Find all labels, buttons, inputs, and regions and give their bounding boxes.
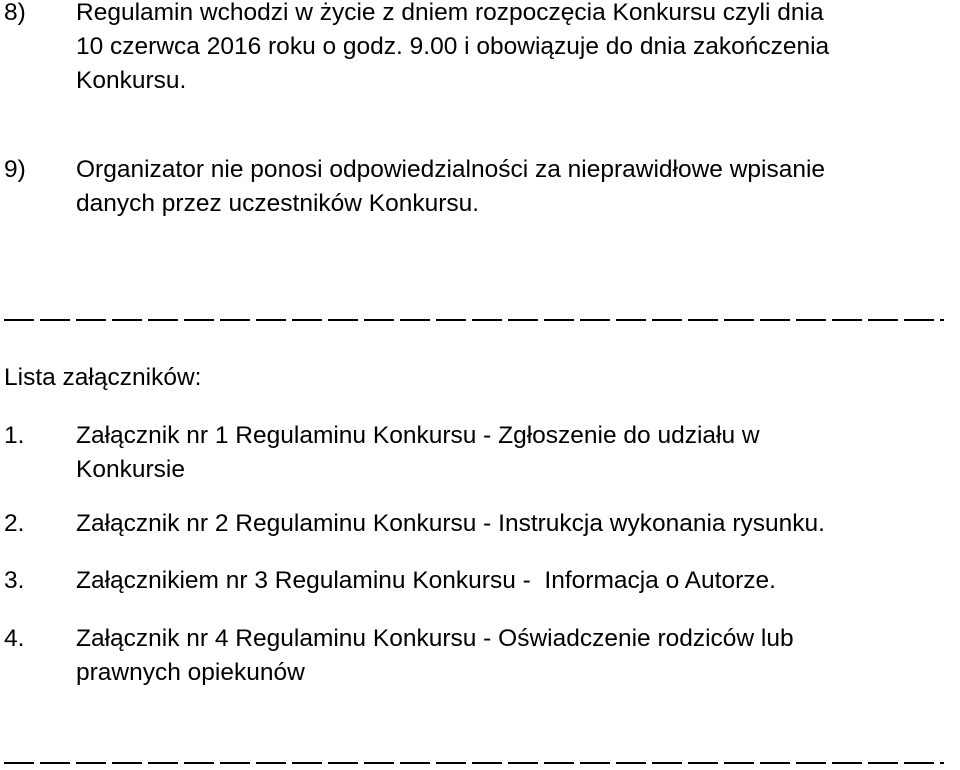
regulation-item-9 bbox=[4, 153, 954, 221]
item-number: 4. bbox=[4, 625, 25, 652]
text-line: Regulamin wchodzi w życie z dniem rozpoczęcia Konkursu czyli dnia bbox=[76, 0, 824, 26]
text-line: Konkursie bbox=[76, 456, 185, 483]
attachment-item-4 bbox=[4, 622, 954, 690]
item-text bbox=[76, 507, 954, 541]
item-text bbox=[76, 564, 954, 598]
item-text bbox=[76, 153, 954, 221]
attachments-heading: Lista załączników: bbox=[4, 364, 202, 391]
text-line: Konkursu. bbox=[76, 67, 187, 94]
item-number: 2. bbox=[4, 510, 25, 537]
regulation-item-8 bbox=[4, 0, 954, 98]
text-line: Załącznik nr 2 Regulaminu Konkursu - Instrukcja wykonania rysunku. bbox=[76, 510, 825, 537]
item-text bbox=[76, 419, 954, 487]
dashed-separator bbox=[4, 319, 944, 321]
dashed-separator bbox=[4, 762, 944, 764]
item-number: 8) bbox=[4, 0, 26, 26]
item-number: 3. bbox=[4, 567, 25, 594]
attachment-item-1 bbox=[4, 419, 954, 487]
attachment-item-2 bbox=[4, 507, 954, 541]
item-number: 9) bbox=[4, 156, 26, 183]
item-number: 1. bbox=[4, 422, 25, 449]
text-line: Załącznik nr 4 Regulaminu Konkursu - Oświadczenie rodziców lub bbox=[76, 625, 794, 652]
text-line: Załącznikiem nr 3 Regulaminu Konkursu - Informacja o Autorze. bbox=[76, 567, 776, 594]
text-line: 10 czerwca 2016 roku o godz. 9.00 i obowiązuje do dnia zakończenia bbox=[76, 33, 830, 60]
text-line: prawnych opiekunów bbox=[76, 659, 305, 686]
text-line: Organizator nie ponosi odpowiedzialności za nieprawidłowe wpisanie bbox=[76, 156, 826, 183]
attachment-item-3 bbox=[4, 564, 954, 598]
item-text bbox=[76, 622, 954, 690]
text-line: danych przez uczestników Konkursu. bbox=[76, 190, 480, 217]
item-text bbox=[76, 0, 954, 98]
text-line: Załącznik nr 1 Regulaminu Konkursu - Zgłoszenie do udziału w bbox=[76, 422, 760, 449]
